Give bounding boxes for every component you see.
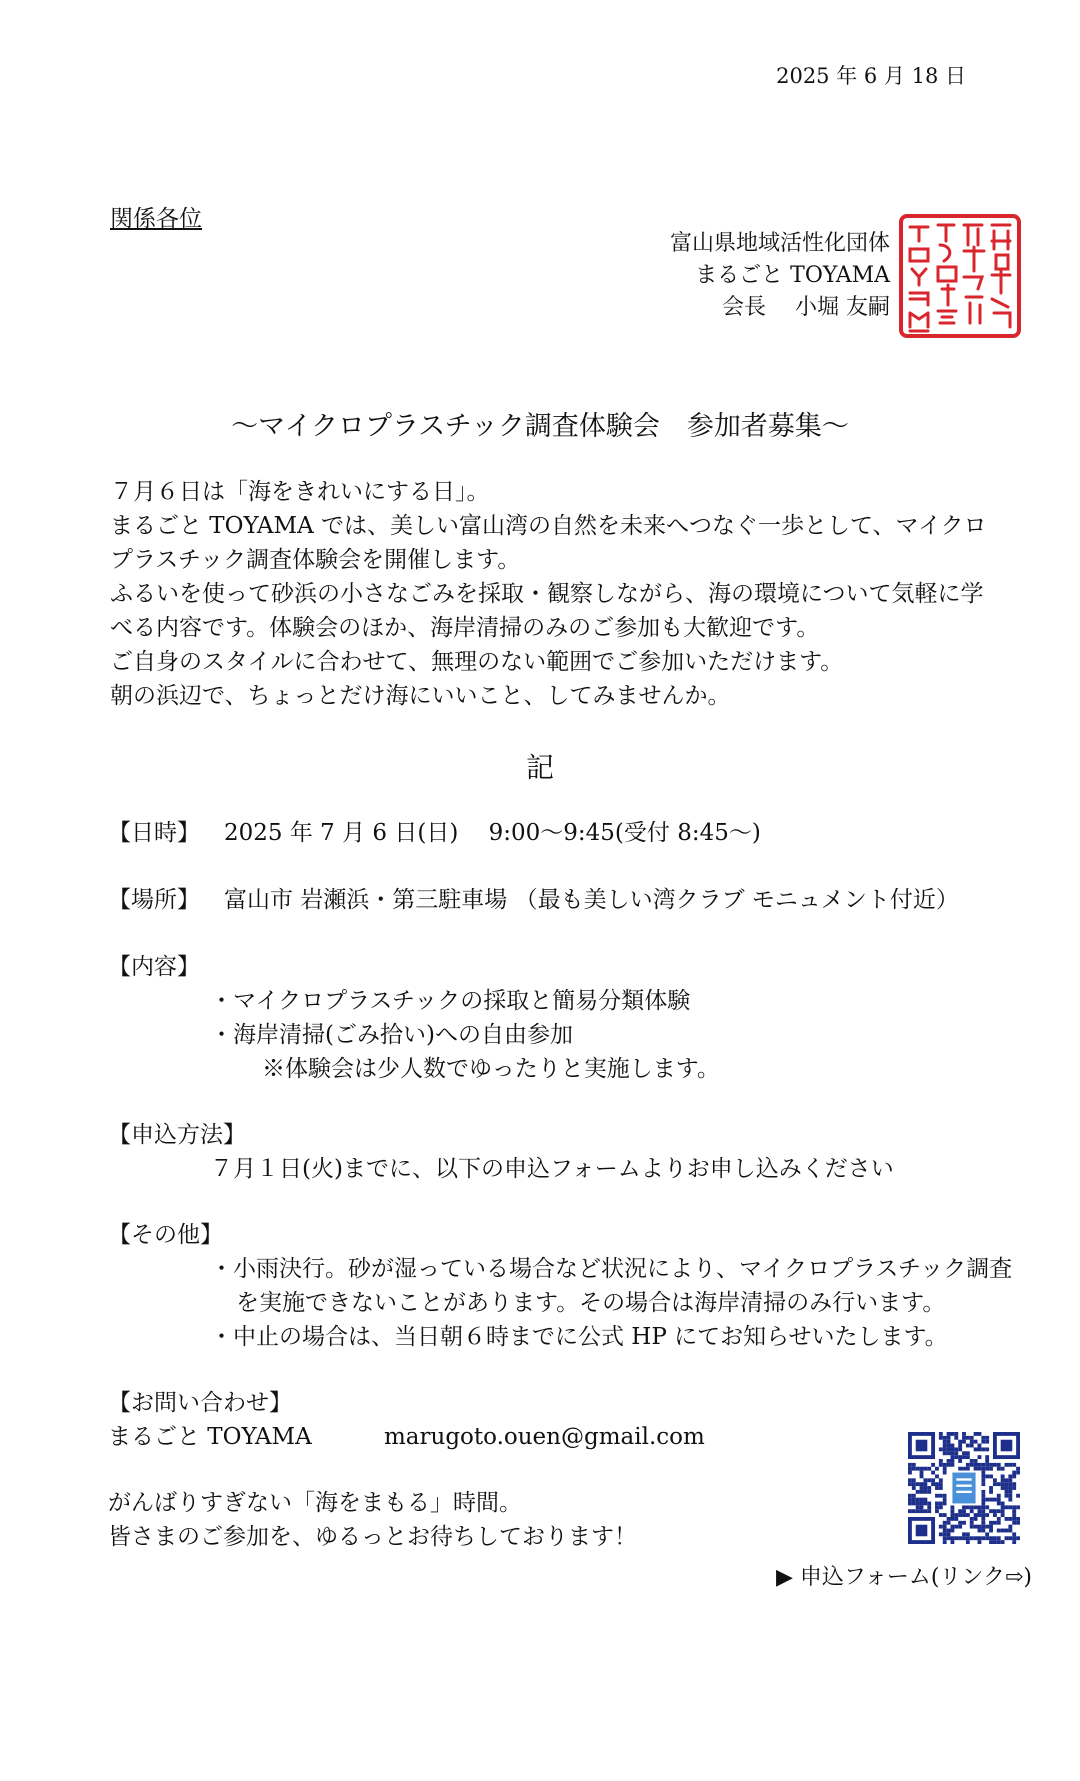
other-line: ・中止の場合は、当日朝６時までに公式 HP にてお知らせいたします。 xyxy=(210,1324,948,1350)
other-line: ・小雨決行。砂が湿っている場合など状況により、マイクロプラスチック調査 xyxy=(210,1256,1013,1282)
intro-paragraph xyxy=(110,475,1040,713)
other-line: を実施できないことがあります。その場合は海岸清掃のみ行います。 xyxy=(236,1290,946,1316)
intro-line: ふるいを使って砂浜の小さなごみを採取・観察しながら、海の環境について気軽に学 xyxy=(110,581,984,607)
intro-line: ７月６日は「海をきれいにする日」。 xyxy=(110,479,490,505)
event-title: ～マイクロプラスチック調査体験会 参加者募集～ xyxy=(231,411,849,442)
qr-code[interactable] xyxy=(908,1432,1020,1544)
contact-name: まるごと TOYAMA xyxy=(108,1424,312,1450)
intro-line: プラスチック調査体験会を開催します。 xyxy=(110,547,521,573)
content-item: ・海岸清掃(ごみ拾い)への自由参加 xyxy=(210,1022,573,1048)
intro-line: まるごと TOYAMA では、美しい富山湾の自然を未来へつなぐ一歩として、マイクロ xyxy=(110,513,987,539)
apply-form-link[interactable]: ▶ 申込フォーム(リンク⇨) xyxy=(776,1565,1032,1590)
other-label: 【その他】 xyxy=(108,1222,223,1248)
datetime-value: 2025 年 7 月 6 日(日) 9:00～9:45(受付 8:45～) xyxy=(224,820,761,846)
apply-label: 【申込方法】 xyxy=(108,1122,246,1148)
sender-name: まるごと TOYAMA xyxy=(695,263,890,288)
place-label: 【場所】 xyxy=(108,887,200,913)
document-date: 2025 年 6 月 18 日 xyxy=(776,64,966,88)
closing-line: がんばりすぎない「海をまもる」時間。 xyxy=(108,1490,522,1516)
contact-email[interactable]: marugoto.ouen@gmail.com xyxy=(384,1424,705,1450)
contact-label: 【お問い合わせ】 xyxy=(108,1390,292,1416)
intro-line: ご自身のスタイルに合わせて、無理のない範囲でご参加いただけます。 xyxy=(110,649,844,675)
recipient: 関係各位 xyxy=(110,206,202,232)
apply-text: ７月１日(火)までに、以下の申込フォームよりお申し込みください xyxy=(210,1156,894,1182)
sender-block xyxy=(670,228,890,324)
ki-heading: 記 xyxy=(525,751,554,784)
content-label: 【内容】 xyxy=(108,954,200,980)
sender-representative: 会長 小堀 友嗣 xyxy=(722,295,890,320)
content-item: ・マイクロプラスチックの採取と簡易分類体験 xyxy=(210,988,691,1014)
content-note: ※体験会は少人数でゆったりと実施します。 xyxy=(262,1056,720,1082)
intro-line: 朝の浜辺で、ちょっとだけ海にいいこと、してみませんか。 xyxy=(110,683,731,709)
closing-line: 皆さまのご参加を、ゆるっとお待ちしております！ xyxy=(108,1524,637,1550)
datetime-label: 【日時】 xyxy=(108,820,200,846)
place-value: 富山市 岩瀬浜・第三駐車場 （最も美しい湾クラブ モニュメント付近） xyxy=(224,887,959,913)
sender-org: 富山県地域活性化団体 xyxy=(669,231,890,256)
seal-stamp xyxy=(898,213,1022,339)
intro-line: べる内容です。体験会のほか、海岸清掃のみのご参加も大歓迎です。 xyxy=(110,615,820,641)
